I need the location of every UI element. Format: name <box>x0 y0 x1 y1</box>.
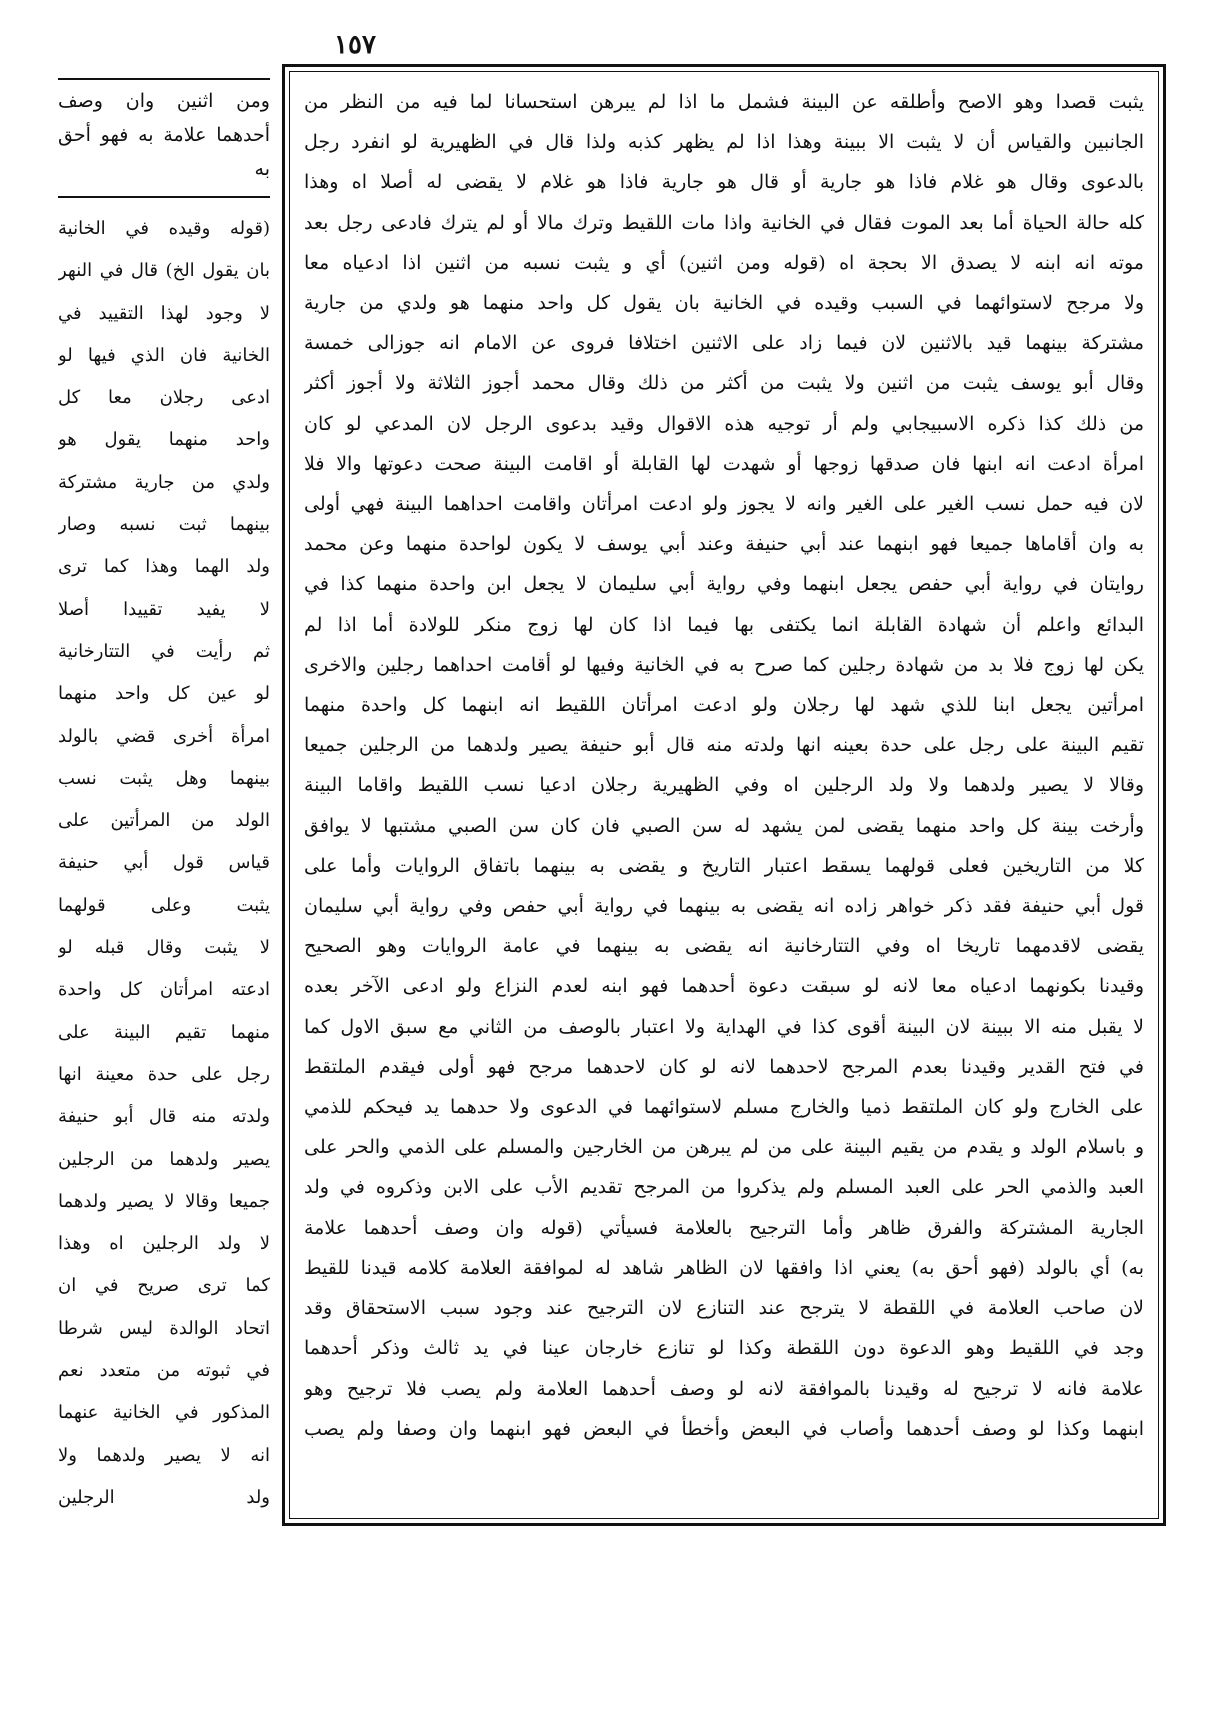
main-text-line: العبد والذمي الحر على العبد المسلم ولم يذكروا من المرجح تقديم الأب على الابن وذكروه في ولد <box>304 1176 1144 1199</box>
margin-gloss-line: يصير ولدهما من الرجلين <box>58 1148 270 1170</box>
main-text-line: وأرخت بينة كل واحد منهما يقضى لمن يشهد له سن الصبي فان كان سن الصبي مشتبها لا يوافق <box>304 814 1144 837</box>
main-text-line: الجارية المشتركة والفرق ظاهر وأما الترجيح بالعلامة فسيأتي (قوله وان وصف أحدهما علامة <box>304 1216 1144 1239</box>
margin-gloss-line: ادعته امرأتان كل واحدة <box>58 979 270 1001</box>
main-text-line: لا يقبل منه الا ببينة لان البينة أقوى كذا في الهداية ولا اعتبار بالوصف من الثاني مع سبق الاول كما <box>304 1015 1144 1038</box>
main-text-line: وقال أبو يوسف يثبت من اثنين ولا يثبت من أكثر من ذلك وقال محمد أجوز الثلاثة ولا أجوز أكثر <box>304 372 1144 395</box>
margin-gloss-line: كما ترى صريح في ان <box>58 1275 270 1297</box>
margin-gloss-line: (قوله وقيده في الخانية <box>58 218 270 239</box>
main-text-line: تقيم البينة على رجل على حدة بعينه انها ولدته منه قال أبو حنيفة يصير ولدهما من الرجلين جميعا <box>304 734 1144 757</box>
margin-gloss-line: لا يثبت وقال قبله لو <box>58 937 270 959</box>
main-text-line: وجد في اللقيط وهو الدعوة دون اللقطة وكذا لو تنازع خارجان عينا في يد ثالث وذكر أحدهما <box>304 1337 1144 1360</box>
margin-divider <box>58 196 270 198</box>
main-text-line: وقيدنا بكونهما ادعياه معا لانه لو سبقت دعوة أحدهما فهو ابنه لعدم النزاع ولو ادعى الآخر بعده <box>304 975 1144 998</box>
main-text-line: قول أبي حنيفة فقد ذكر خواهر زاده انه يقضى به بينهما في رواية أبي حفص وفي رواية أبي سليمان <box>304 895 1144 918</box>
margin-gloss-line: واحد منهما يقول هو <box>58 429 270 451</box>
margin-gloss-line: ادعى رجلان معا كل <box>58 387 270 409</box>
main-text-line: وقالا لا يصير ولدهما ولا ولد الرجلين اه وفي الظهيرية رجلان ادعيا نسب اللقيط واقاما البينة <box>304 774 1144 797</box>
main-text-line: علامة فانه لا ترجيح له وقيدنا بالموافقة لانه لو وصف أحدهما العلامة ولم يصب فلا ترجيح وهو <box>304 1377 1144 1400</box>
margin-gloss-line: لا ولد الرجلين اه وهذا <box>58 1233 270 1255</box>
main-text-line: يثبت قصدا وهو الاصح وأطلقه عن البينة فشمل ما اذا لم يبرهن استحسانا لما فيه من النظر من <box>304 91 1144 113</box>
margin-gloss-line: لو عين كل واحد منهما <box>58 683 270 705</box>
margin-gloss-line: ولدته منه قال أبو حنيفة <box>58 1106 270 1128</box>
margin-column <box>58 84 270 1508</box>
margin-gloss-line: ولدي من جارية مشتركة <box>58 471 270 493</box>
margin-gloss-line: في ثبوته من متعدد نعم <box>58 1360 270 1382</box>
margin-gloss-line: ثم رأيت في التتارخانية <box>58 640 270 662</box>
margin-gloss-line: انه لا يصير ولدهما ولا <box>58 1444 270 1466</box>
margin-gloss-line: يثبت وعلى قولهما <box>58 894 270 916</box>
main-text-body <box>289 71 1159 1519</box>
margin-gloss-line: اتحاد الوالدة ليس شرطا <box>58 1317 270 1339</box>
margin-gloss-line: جميعا وقالا لا يصير ولدهما <box>58 1190 270 1212</box>
main-text-line: يقضى لاقدمهما تاريخا اه وفي التتارخانية انه يقضى به بينهما في عامة الروايات وهو الصحيح <box>304 935 1144 958</box>
main-text-line: به وان أقاماها جميعا فهو ابنهما عند أبي حنيفة وعند أبي يوسف لا يكون لواحدة منهما وعن محمد <box>304 533 1144 556</box>
margin-gloss-line: بينهما وهل يثبت نسب <box>58 767 270 789</box>
main-text-line: موته انه ابنه لا يصدق الا بحجة اه (قوله ومن اثنين) أي و يثبت نسبه من اثنين اذا ادعياه معا <box>304 251 1144 274</box>
page-number: ١٥٧ <box>334 30 376 60</box>
main-text-line: ولا مرجح لاستوائهما في السبب وقيده في الخانية بان يقول كل واحد منهما هو ولدي من جارية <box>304 292 1144 315</box>
margin-gloss-line: قياس قول أبي حنيفة <box>58 852 270 874</box>
main-text-line: البدائع واعلم أن شهادة القابلة انما يكتفى بها فيما اذا كان لها زوج منكر للولادة أما اذا لم <box>304 613 1144 636</box>
main-text-line: به) أي بالولد (فهو أحق به) يعني اذا وافقها لان الظاهر شاهد له لموافقة العلامة كلامه قيدنا للقيط <box>304 1256 1144 1279</box>
margin-matn-text: ومن اثنين وان وصف أحدهما علامة به فهو أحق به <box>58 90 270 180</box>
margin-gloss-line: منهما تقيم البينة على <box>58 1021 270 1043</box>
main-text-line: روايتان في رواية أبي حفص يجعل ابنهما وفي رواية أبي سليمان لا يجعل ابن واحدة منهما كذا في <box>304 573 1144 596</box>
margin-gloss-line: لا يفيد تقييدا أصلا <box>58 598 270 620</box>
margin-gloss-line: ولد الهما وهذا كما ترى <box>58 556 270 578</box>
main-text-line: يكن لها زوج فلا بد من شهادة رجلين كما صرح به في الخانية وفيها لو أقامت احداهما رجلين والاخرى <box>304 653 1144 676</box>
main-text-line: في فتح القدير وقيدنا بعدم المرجح لاحدهما لانه لو كان لاحدهما مرجح فهو أولى فيقدم الملتقط <box>304 1055 1144 1078</box>
main-text-line: كله حالة الحياة أما بعد الموت فقال في الخانية واذا مات اللقيط وترك مالا أو لم يترك فادعى رجل بعد <box>304 211 1144 234</box>
margin-gloss-line: بينهما ثبت نسبه وصار <box>58 514 270 536</box>
main-text-line: كلا من التاريخين فعلى قولهما يسقط اعتبار التاريخ و يقضى به بينهما باتفاق الروايات وأما على <box>304 854 1144 877</box>
margin-gloss-line: الخانية فان الذي فيها لو <box>58 344 270 366</box>
margin-gloss-line: ولد الرجلين <box>58 1486 270 1508</box>
margin-top-rule <box>58 78 270 80</box>
main-text-line: امرأة ادعت انه ابنها فان صدقها زوجها أو شهدت لها القابلة أو اقامت البينة صحت دعوتها والا فلا <box>304 452 1144 475</box>
main-text-line: مشتركة بينهما قيد بالاثنين لان فيما زاد على الاثنين اختلافا فروى عن الامام انه جوزالى خمسة <box>304 332 1144 355</box>
main-text-line: الجانبين والقياس أن لا يثبت الا ببينة وهذا اذا لم يظهر كذبه ولذا قال في الظهيرية لو انفرد رجل <box>304 131 1144 154</box>
margin-gloss-line: المذكور في الخانية عنهما <box>58 1402 270 1424</box>
main-text-line: و باسلام الولد و يقدم من يقيم البينة على من لم يبرهن من الخارجين والمسلم على الذمي والحر على <box>304 1136 1144 1159</box>
main-text-line: لان صاحب العلامة في اللقطة لا يترجح عند التنازع لان الترجيح عند وجود سبب الاستحقاق وقد <box>304 1297 1144 1320</box>
main-text-line: ابنهما وكذا لو وصف أحدهما وأصاب في البعض وأخطأ في البعض فهو ابنهما وان وصفا ولم يصب <box>304 1417 1144 1440</box>
main-text-line: من ذلك كذا ذكره الاسبيجابي ولم أر توجيه هذه الاقوال وقيد بدعوى الرجل لان المدعي لو كان <box>304 412 1144 435</box>
main-text-line: بالدعوى وقال هو غلام فاذا هو جارية أو قال هو جارية فاذا هو غلام لا يقضى له أصلا اه وهذا <box>304 171 1144 194</box>
main-text-line: امرأتين يجعل ابنا للذي شهد لها رجلان ولو ادعت امرأتان اللقيط انه ابنهما كل واحدة منهما <box>304 694 1144 717</box>
main-text-line: لان فيه حمل نسب الغير على الغير وانه لا يجوز ولو ادعت امرأتان واقامت احداهما البينة فهي أولى <box>304 493 1144 516</box>
margin-gloss-line: امرأة أخرى قضي بالولد <box>58 725 270 747</box>
margin-hashiya <box>58 208 270 1519</box>
main-text-line: على الخارج ولو كان الملتقط ذميا والخارج مسلم لاستوائهما في الدعوى ولا حدهما يد فيحكم للذمي <box>304 1096 1144 1119</box>
main-text-frame <box>282 64 1166 1526</box>
margin-gloss-line: الولد من المرأتين على <box>58 810 270 832</box>
margin-gloss-line: رجل على حدة معينة انها <box>58 1063 270 1085</box>
margin-gloss-line: لا وجود لهذا التقييد في <box>58 302 270 324</box>
margin-gloss-line: بان يقول الخ) قال في النهر <box>58 260 270 282</box>
